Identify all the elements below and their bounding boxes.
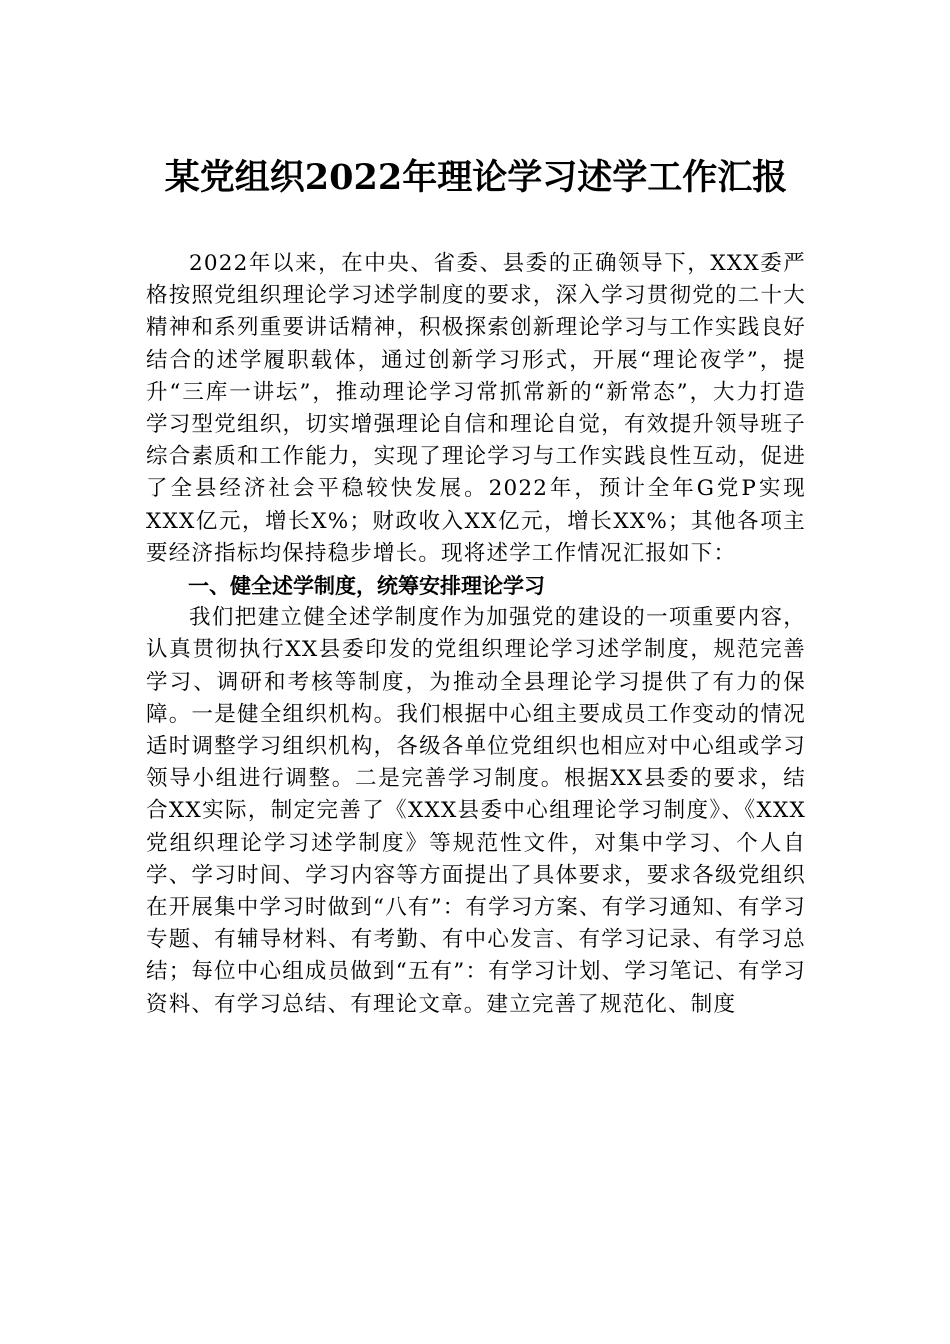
document-title: 某党组织2022年理论学习述学工作汇报 (164, 157, 788, 198)
section-1-paragraph: 我们把建立健全述学制度作为加强党的建设的一项重要内容，认真贯彻执行XX县委印发的党组织理论学习述学制度，规范完善学习、调研和考核等制度，为推动全县理论学习提供了有力的保障。一是健全组织机构。我们根据中心组主要成员工作变动的情况适时调整学习组织机构，各级各单位党组织也相应对中心组或学习领导小组进行调整。二是完善学习制度。根据XX县委的要求，结合XX实际，制定完善了《XXX县委中心组理论学习制度》、《XXX党组织理论学习述学制度》等规范性文件，对集中学习、个人自学、学习时间、学习内容等方面提出了具体要求，要求各级党组织在开展集中学习时做到“八有”：有学习方案、有学习通知、有学习专题、有辅导材料、有考勤、有中心发言、有学习记录、有学习总结；每位中心组成员做到“五有”：有学习计划、学习笔记、有学习资料、有学习总结、有理论文章。建立完善了规范化、制度 (146, 605, 806, 1017)
intro-paragraph: 2022年以来，在中央、省委、县委的正确领导下，XXX委严格按照党组织理论学习述学制度的要求，深入学习贯彻党的二十大精神和系列重要讲话精神，积极探索创新理论学习与工作实践良好结合的述学履职载体，通过创新学习形式，开展“理论夜学”，提升“三库一讲坛”，推动理论学习常抓常新的“新常态”，大力打造学习型党组织，切实增强理论自信和理论自觉，有效提升领导班子综合素质和工作能力，实现了理论学习与工作实践良性互动，促进了全县经济社会平稳较快发展。2022年，预计全年G党P实现XXX亿元，增长X%；财政收入XX亿元，增长XX%；其他各项主要经济指标均保持稳步增长。现将述学工作情况汇报如下： (146, 251, 806, 566)
document-page (146, 150, 806, 1021)
section-1-heading: 一、健全述学制度，统筹安排理论学习 (188, 574, 545, 599)
